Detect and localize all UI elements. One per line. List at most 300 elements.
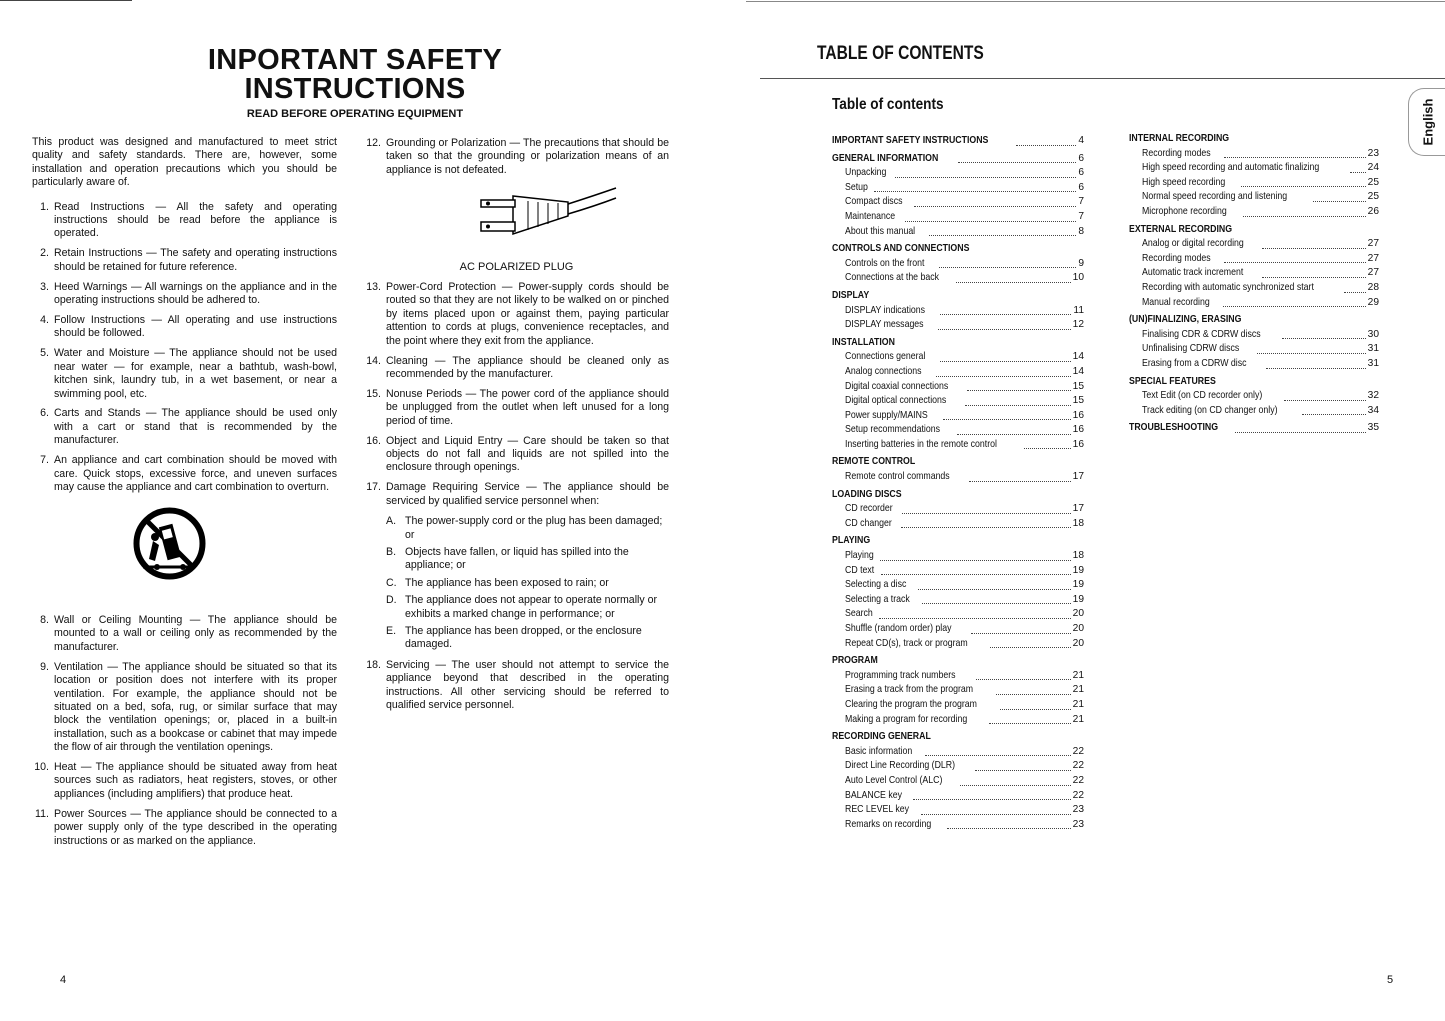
toc-label: Selecting a disc [845, 579, 907, 591]
toc-leader-dots [1016, 145, 1076, 146]
toc-leader-dots [895, 177, 1076, 178]
toc-section-heading[interactable] [1129, 375, 1379, 390]
toc-leader-dots [1284, 400, 1366, 401]
toc-entry[interactable] [832, 271, 1084, 286]
toc-page-number: 6 [1078, 167, 1084, 179]
toc-label: LOADING DISCS [832, 488, 902, 500]
item-number: 18. [366, 658, 381, 671]
toc-entry[interactable] [832, 745, 1084, 760]
item-text: Water and Moisture — The appliance should not be used near water — for example, near a bathtub, wash-bowl, kitchen sink, laundry tub, in a wet basement, or near a swimming pool, etc. [54, 347, 337, 400]
intro-paragraph: This product was designed and manufactured to meet strict quality and safety standards. There are, however, some installation and operation precautions which you should be particularly aware of. [32, 136, 337, 189]
toc-leader-dots [940, 361, 1070, 362]
toc-label: GENERAL INFORMATION [832, 152, 939, 164]
item-number: 6. [40, 407, 49, 420]
toc-leader-dots [947, 828, 1070, 829]
list-item [32, 454, 337, 494]
toc-entry[interactable] [832, 622, 1084, 637]
toc-entry[interactable] [1129, 296, 1379, 311]
toc-entry[interactable] [832, 607, 1084, 622]
toc-entry[interactable] [832, 166, 1084, 181]
toc-label: Setup recommendations [845, 424, 940, 436]
list-item [32, 347, 337, 401]
toc-entry[interactable] [1129, 237, 1379, 252]
toc-leader-dots [1224, 157, 1366, 158]
toc-label: SPECIAL FEATURES [1129, 375, 1216, 387]
item-text: Read Instructions — All the safety and operating instructions should be read before the appliance is operated. [54, 200, 337, 240]
toc-label: Making a program for recording [845, 713, 968, 725]
toc-entry[interactable] [832, 502, 1084, 517]
toc-entry[interactable] [832, 593, 1084, 608]
toc-label: Power supply/MAINS [845, 409, 928, 421]
toc-leader-dots [1223, 306, 1366, 307]
left-column-top [32, 136, 337, 494]
list-item [364, 137, 669, 177]
toc-label: CD changer [845, 517, 892, 529]
toc-leader-dots [1266, 368, 1366, 369]
toc-label: Compact discs [845, 196, 903, 208]
sub-list-item [386, 625, 669, 652]
toc-page-number: 19 [1072, 579, 1084, 591]
toc-entry[interactable] [832, 759, 1084, 774]
toc-entry[interactable] [1129, 205, 1379, 220]
item-text: Carts and Stands — The appliance should be used only with a cart or stand that is recommended by the manufacturer. [54, 407, 337, 447]
toc-label: Clearing the program the program [845, 698, 977, 710]
toc-page-number: 21 [1072, 698, 1084, 710]
toc-page-number: 17 [1072, 503, 1084, 515]
toc-entry[interactable] [1129, 161, 1379, 176]
toc-section-heading[interactable] [832, 654, 1084, 669]
toc-page-number: 23 [1367, 147, 1379, 159]
toc-leader-dots [956, 282, 1070, 283]
toc-page-number: 16 [1072, 409, 1084, 421]
toc-page-number: 21 [1072, 684, 1084, 696]
toc-label: Analog connections [845, 365, 922, 377]
toc-label: Normal speed recording and listening [1142, 191, 1288, 203]
item-text: Grounding or Polarization — The precautions that should be taken so that the grounding or polarization means of an appliance is not defeated. [386, 137, 669, 176]
toc-entry[interactable] [1129, 328, 1379, 343]
toc-leader-dots [918, 589, 1070, 590]
toc-label: DISPLAY [832, 289, 870, 301]
toc-section-heading[interactable] [1129, 313, 1379, 328]
toc-label: INSTALLATION [832, 336, 895, 348]
item-text: Heat — The appliance should be situated away from heat sources such as radiators, heat registers, stoves, or other appliances (including amplifiers) that produce heat. [54, 761, 337, 800]
toc-page-number: 25 [1367, 191, 1379, 203]
toc-page-number: 19 [1072, 593, 1084, 605]
item-number: 9. [40, 660, 49, 673]
toc-page-number: 9 [1078, 257, 1084, 269]
toc-section-heading[interactable] [832, 134, 1084, 149]
sub-list-item [386, 515, 669, 542]
toc-entry[interactable] [1129, 176, 1379, 191]
toc-label: Repeat CD(s), track or program [845, 637, 968, 649]
toc-leader-dots [989, 723, 1071, 724]
title-line-1: INPORTANT SAFETY [207, 44, 503, 76]
toc-label: Setup [845, 181, 868, 193]
toc-leader-dots [960, 785, 1070, 786]
toc-section-heading[interactable] [1129, 421, 1379, 436]
toc-entry[interactable] [832, 578, 1084, 593]
toc-section-heading[interactable] [832, 488, 1084, 503]
toc-leader-dots [914, 206, 1077, 207]
toc-entry[interactable] [832, 517, 1084, 532]
toc-label: Manual recording [1142, 296, 1210, 308]
item-number: 3. [40, 280, 49, 293]
toc-label: Track editing (on CD changer only) [1142, 404, 1278, 416]
toc-label: TROUBLESHOOTING [1129, 422, 1219, 434]
toc-leader-dots [1262, 277, 1366, 278]
page-number-right: 5 [1387, 974, 1394, 986]
toc-leader-dots [1235, 432, 1366, 433]
item-text: Retain Instructions — The safety and operating instructions should be retained for future reference. [54, 247, 337, 273]
toc-leader-dots [940, 314, 1071, 315]
item-text: Power Sources — The appliance should be connected to a power supply only of the type described in the operating instructions or as marked on the appliance. [54, 807, 337, 847]
toc-section-heading[interactable] [832, 242, 1084, 257]
toc-page-number: 7 [1078, 210, 1084, 222]
damage-sublist [364, 515, 669, 652]
toc-page-number: 7 [1078, 196, 1084, 208]
toc-entry[interactable] [832, 195, 1084, 210]
item-text: Follow Instructions — All operating and use instructions should be followed. [54, 313, 337, 340]
toc-leader-dots [1224, 262, 1366, 263]
toc-label: CD text [845, 564, 875, 576]
sub-item-text: The appliance has been exposed to rain; or [405, 576, 609, 589]
toc-entry[interactable] [1129, 357, 1379, 372]
list-item [32, 614, 337, 654]
toc-entry[interactable] [832, 210, 1084, 225]
toc-page-number: 20 [1072, 608, 1084, 620]
item-number: 11. [35, 807, 49, 820]
item-number: 5. [40, 347, 49, 360]
top-rule-left [0, 0, 132, 1]
toc-page-number: 24 [1367, 162, 1379, 174]
toc-leader-dots [969, 481, 1071, 482]
list-item [364, 659, 669, 713]
toc-page-number: 26 [1367, 205, 1379, 217]
toc-subheader: Table of contents [832, 96, 944, 113]
toc-label: DISPLAY indications [845, 304, 926, 316]
toc-page-number: 8 [1078, 225, 1084, 237]
toc-label: RECORDING GENERAL [832, 731, 931, 743]
toc-entry[interactable] [832, 438, 1084, 453]
toc-label: Connections general [845, 351, 926, 363]
toc-leader-dots [1243, 216, 1366, 217]
item-number: 13. [366, 281, 381, 293]
toc-label: PLAYING [832, 535, 871, 547]
toc-entry[interactable] [832, 669, 1084, 684]
item-number: 2. [40, 247, 49, 260]
toc-page-number: 22 [1072, 760, 1084, 772]
sub-item-text: The power-supply cord or the plug has been damaged; or [405, 515, 663, 541]
list-item [364, 481, 669, 508]
toc-page-number: 11 [1073, 304, 1084, 316]
toc-entry[interactable] [832, 225, 1084, 240]
toc-entry[interactable] [1129, 281, 1379, 296]
toc-label: Digital optical connections [845, 395, 947, 407]
toc-page-number: 10 [1072, 272, 1084, 284]
toc-leader-dots [1257, 353, 1366, 354]
item-text: Heed Warnings — All warnings on the appliance and in the operating instructions should be adhered to. [54, 280, 337, 307]
toc-page-number: 22 [1072, 745, 1084, 757]
toc-page-number: 14 [1072, 351, 1084, 363]
item-number: 8. [40, 614, 49, 626]
list-item [32, 314, 337, 341]
toc-page-number: 31 [1367, 357, 1379, 369]
toc-label: CD recorder [845, 503, 893, 515]
toc-label: Finalising CDR & CDRW discs [1142, 328, 1261, 340]
toc-entry[interactable] [832, 698, 1084, 713]
toc-page-number: 34 [1367, 404, 1379, 416]
toc-section-heading[interactable] [832, 289, 1084, 304]
toc-page-number: 35 [1367, 422, 1379, 434]
toc-page-number: 32 [1367, 390, 1379, 402]
toc-leader-dots [880, 560, 1070, 561]
toc-entry[interactable] [832, 318, 1084, 333]
toc-leader-dots [936, 376, 1071, 377]
toc-label: Recording modes [1142, 252, 1211, 264]
sub-item-letter: B. [386, 545, 397, 558]
toc-label: EXTERNAL RECORDING [1129, 223, 1233, 235]
toc-page-number: 29 [1367, 296, 1379, 308]
toc-leader-dots [1350, 172, 1366, 173]
item-number: 1. [40, 200, 49, 213]
toc-entry[interactable] [832, 549, 1084, 564]
toc-label: (UN)FINALIZING, ERASING [1129, 314, 1242, 326]
item-number: 10. [34, 761, 49, 774]
page-title [190, 46, 520, 104]
toc-leader-dots [1313, 201, 1366, 202]
toc-leader-dots [996, 694, 1071, 695]
page-subtitle: READ BEFORE OPERATING EQUIPMENT [246, 108, 464, 120]
toc-leader-dots [913, 799, 1070, 800]
toc-label: IMPORTANT SAFETY INSTRUCTIONS [832, 135, 989, 146]
toc-entry[interactable] [832, 257, 1084, 272]
instruction-list-3 [364, 281, 669, 508]
toc-entry[interactable] [1129, 389, 1379, 404]
item-text: Power-Cord Protection — Power-supply cords should be routed so that they are not likely to be walked on or pinched by items placed upon or against them, paying particular attention to cords at plugs, convenience receptacles, and the point where they exit from the appliance. [386, 281, 669, 347]
toc-page-number: 14 [1072, 365, 1084, 377]
toc-leader-dots [1000, 709, 1070, 710]
toc-label: Basic information [845, 745, 913, 757]
toc-entry[interactable] [832, 409, 1084, 424]
toc-leader-dots [990, 647, 1071, 648]
toc-label: Remarks on recording [845, 818, 932, 830]
toc-label: Direct Line Recording (DLR) [845, 760, 956, 772]
toc-label: Search [845, 608, 873, 620]
toc-label: Selecting a track [845, 593, 910, 605]
toc-page-number: 15 [1072, 380, 1084, 392]
toc-entry[interactable] [1129, 190, 1379, 205]
toc-label: Playing [845, 550, 874, 562]
item-text: Cleaning — The appliance should be cleaned only as recommended by the manufacturer. [386, 354, 669, 380]
toc-label: Shuffle (random order) play [845, 623, 952, 634]
toc-entry[interactable] [832, 394, 1084, 409]
toc-label: PROGRAM [832, 655, 878, 667]
toc-label: Automatic track increment [1142, 267, 1244, 279]
toc-entry[interactable] [832, 818, 1084, 833]
toc-entry[interactable] [1129, 404, 1379, 419]
toc-section-heading[interactable] [832, 455, 1084, 470]
toc-entry[interactable] [832, 789, 1084, 804]
toc-entry[interactable] [832, 637, 1084, 652]
item-number: 12. [366, 137, 381, 149]
list-item [32, 407, 337, 447]
toc-entry[interactable] [832, 470, 1084, 485]
toc-entry[interactable] [832, 380, 1084, 395]
sub-list-item [386, 546, 669, 573]
toc-section-heading[interactable] [1129, 223, 1379, 238]
toc-entry[interactable] [832, 365, 1084, 380]
left-column-bottom [32, 614, 337, 848]
polarized-plug-icon [473, 184, 618, 244]
toc-label: Erasing a track from the program [845, 684, 974, 696]
toc-header: TABLE OF CONTENTS [817, 43, 984, 64]
list-item [364, 281, 669, 348]
toc-entry[interactable] [832, 350, 1084, 365]
toc-label: Maintenance [845, 210, 896, 222]
toc-page-number: 22 [1072, 789, 1084, 801]
toc-leader-dots [1024, 448, 1071, 449]
item-text: Damage Requiring Service — The appliance should be serviced by qualified service personnel when: [386, 481, 669, 507]
toc-page-number: 16 [1072, 438, 1084, 450]
toc-label: DISPLAY messages [845, 319, 924, 331]
list-item [32, 808, 337, 848]
toc-entry[interactable] [1129, 147, 1379, 162]
toc-leader-dots [957, 434, 1070, 435]
toc-label: REMOTE CONTROL [832, 456, 916, 468]
toc-entry[interactable] [832, 774, 1084, 789]
sub-item-text: The appliance does not appear to operate normally or exhibits a marked change in performance; or [405, 594, 658, 620]
toc-label: Connections at the back [845, 272, 940, 284]
toc-label: Unpacking [845, 167, 887, 179]
list-item [364, 388, 669, 428]
toc-section-heading[interactable] [832, 152, 1084, 167]
toc-leader-dots [1282, 338, 1366, 339]
plug-caption: AC POLARIZED PLUG [459, 261, 574, 273]
title-line-2: INSTRUCTIONS [244, 73, 466, 105]
toc-label: Recording modes [1142, 147, 1211, 159]
toc-entry[interactable] [1129, 342, 1379, 357]
toc-column-2 [1129, 129, 1379, 436]
toc-entry[interactable] [832, 803, 1084, 818]
toc-leader-dots [967, 390, 1071, 391]
toc-leader-dots [879, 618, 1070, 619]
middle-column [364, 137, 669, 177]
toc-leader-dots [976, 679, 1071, 680]
toc-label: High speed recording and automatic finalizing [1142, 162, 1320, 174]
toc-page-number: 12 [1072, 319, 1084, 331]
toc-entry[interactable] [832, 423, 1084, 438]
item-number: 14. [366, 354, 381, 367]
toc-label: Erasing from a CDRW disc [1142, 357, 1247, 369]
middle-column-list [364, 281, 669, 712]
item-text: Nonuse Periods — The power cord of the appliance should be unplugged from the outlet when left unused for a long period of time. [386, 387, 669, 427]
toc-page-number: 16 [1072, 424, 1084, 436]
toc-leader-dots [902, 513, 1070, 514]
toc-entry[interactable] [832, 181, 1084, 196]
toc-label: Programming track numbers [845, 669, 956, 681]
list-item [364, 355, 669, 382]
toc-entry[interactable] [1129, 252, 1379, 267]
language-tab-label: English [1420, 98, 1435, 146]
toc-label: CONTROLS AND CONNECTIONS [832, 243, 970, 255]
header-rule [760, 78, 1445, 79]
toc-label: Inserting batteries in the remote control [845, 438, 997, 450]
toc-label: Analog or digital recording [1142, 238, 1244, 250]
toc-leader-dots [971, 633, 1071, 634]
list-item [32, 247, 337, 274]
toc-page-number: 20 [1072, 637, 1084, 649]
toc-entry[interactable] [1129, 266, 1379, 281]
toc-entry[interactable] [832, 683, 1084, 698]
toc-section-heading[interactable] [1129, 132, 1379, 147]
toc-section-heading[interactable] [832, 336, 1084, 351]
top-rule-right [746, 1, 1445, 2]
toc-label: Controls on the front [845, 257, 925, 269]
toc-page-number: 22 [1072, 774, 1084, 786]
toc-entry[interactable] [832, 304, 1084, 319]
item-number: 15. [366, 387, 381, 400]
toc-page-number: 21 [1072, 713, 1084, 725]
toc-leader-dots [939, 267, 1076, 268]
sub-item-letter: C. [386, 576, 397, 589]
item-number: 4. [40, 313, 49, 326]
toc-column-1 [832, 131, 1084, 832]
toc-leader-dots [1262, 248, 1365, 249]
toc-page-number: 23 [1072, 818, 1084, 830]
toc-page-number: 18 [1072, 517, 1084, 529]
toc-page-number: 25 [1367, 176, 1379, 188]
toc-label: Recording with automatic synchronized start [1142, 281, 1314, 293]
item-text: Servicing — The user should not attempt to service the appliance beyond that described in the operating instructions. All other servicing should be referred to qualified service personnel. [386, 658, 669, 711]
toc-entry[interactable] [832, 713, 1084, 728]
cart-warning-icon [133, 507, 206, 580]
sub-item-letter: E. [386, 624, 397, 637]
toc-leader-dots [881, 574, 1071, 575]
toc-page-number: 27 [1367, 238, 1379, 250]
toc-leader-dots [938, 329, 1070, 330]
toc-label: About this manual [845, 225, 916, 237]
toc-label: Text Edit (on CD recorder only) [1142, 390, 1263, 402]
sub-item-text: Objects have fallen, or liquid has spilled into the appliance; or [405, 545, 629, 572]
toc-page-number: 18 [1072, 550, 1084, 562]
sub-item-letter: A. [386, 515, 397, 528]
toc-section-heading[interactable] [832, 534, 1084, 549]
item-number: 7. [40, 454, 49, 467]
toc-leader-dots [965, 405, 1071, 406]
toc-page-number: 6 [1078, 152, 1084, 164]
page-number-left: 4 [60, 974, 67, 986]
toc-leader-dots [925, 755, 1071, 756]
toc-leader-dots [929, 235, 1077, 236]
language-tab[interactable] [1408, 88, 1445, 156]
toc-section-heading[interactable] [832, 730, 1084, 745]
toc-leader-dots [975, 770, 1071, 771]
toc-page-number: 27 [1367, 252, 1379, 264]
toc-entry[interactable] [832, 564, 1084, 579]
toc-label: BALANCE key [845, 789, 902, 801]
toc-leader-dots [958, 162, 1077, 163]
sub-item-text: The appliance has been dropped, or the enclosure damaged. [405, 624, 642, 651]
list-item [32, 661, 337, 755]
item-text: Ventilation — The appliance should be situated so that its location or position does not interfere with its proper ventilation. For example, the appliance should not be situated on a bed, sofa, rug, or similar surface that may block the ventilation openings; or, placed in a built-in installation, such as a bookcase or cabinet that may impede the flow of air through the ventilation openings. [54, 660, 337, 754]
toc-leader-dots [905, 221, 1076, 222]
toc-page-number: 30 [1367, 328, 1379, 340]
item-text: Wall or Ceiling Mounting — The appliance should be mounted to a wall or ceiling only as recommended by the manufacturer. [54, 614, 337, 653]
sub-list-item [386, 577, 669, 590]
toc-label: Unfinalising CDRW discs [1142, 343, 1240, 355]
item-number: 16. [366, 434, 381, 447]
toc-page-number: 19 [1072, 564, 1084, 576]
